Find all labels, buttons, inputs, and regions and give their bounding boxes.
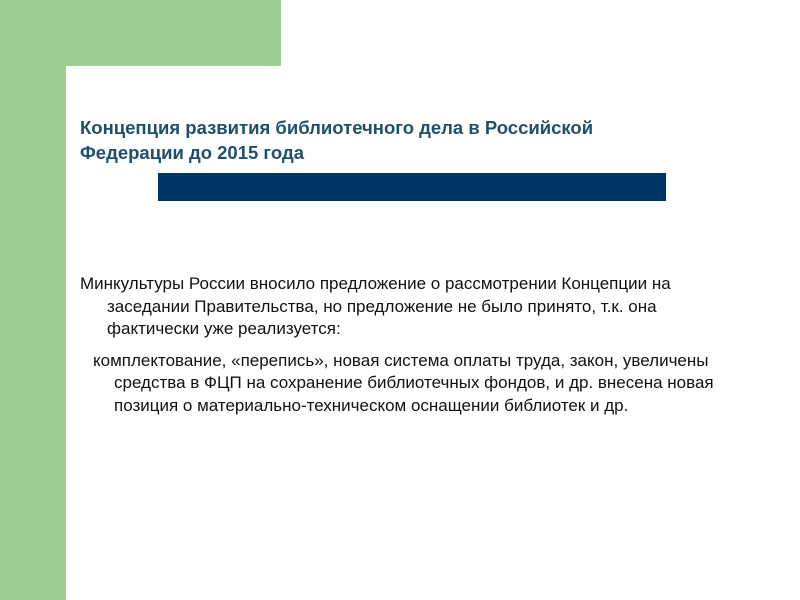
slide-body <box>80 273 730 417</box>
decorative-green-sidebar <box>0 0 66 600</box>
title-underline-bar-cap <box>163 173 197 201</box>
body-paragraph-1: Минкультуры России вносило предложение о рассмотрении Концепции на заседании Правительства, но предложение не было принято, т.к. она фактически уже реализуется: <box>80 274 671 338</box>
slide-title: Концепция развития библиотечного дела в Российской Федерации до 2015 года <box>80 117 594 163</box>
decorative-green-top-block <box>66 0 281 66</box>
body-paragraph-2: комплектование, «перепись», новая система оплаты труда, закон, увеличены средства в ФЦП на сохранение библиотечных фондов, и др. внесена новая позиция о материально-техническом оснащении библиотек и др. <box>93 350 714 415</box>
title-underline-bar <box>158 173 666 201</box>
